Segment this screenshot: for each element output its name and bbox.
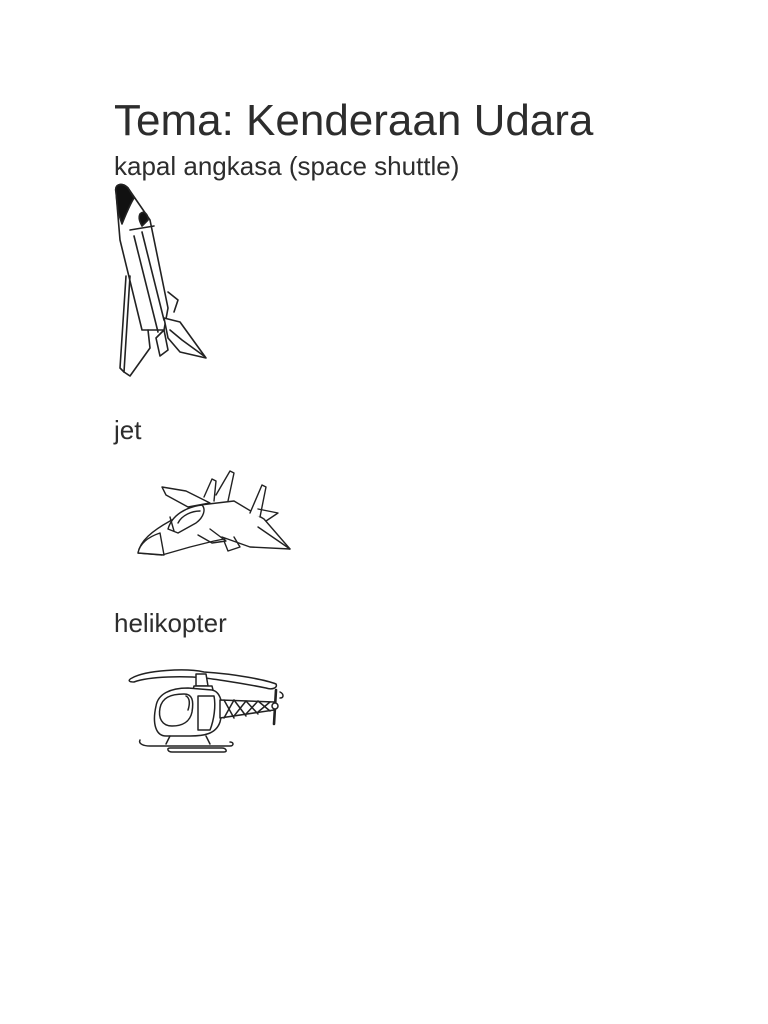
vehicle-label-helicopter: helikopter <box>114 608 227 638</box>
vehicle-label-jet: jet <box>114 415 142 445</box>
space-shuttle-icon <box>108 180 212 380</box>
jet-icon <box>130 465 292 561</box>
page-title: Tema: Kenderaan Udara <box>114 96 594 145</box>
helicopter-icon <box>126 664 288 756</box>
vehicle-label-space-shuttle: kapal angkasa (space shuttle) <box>114 151 460 181</box>
